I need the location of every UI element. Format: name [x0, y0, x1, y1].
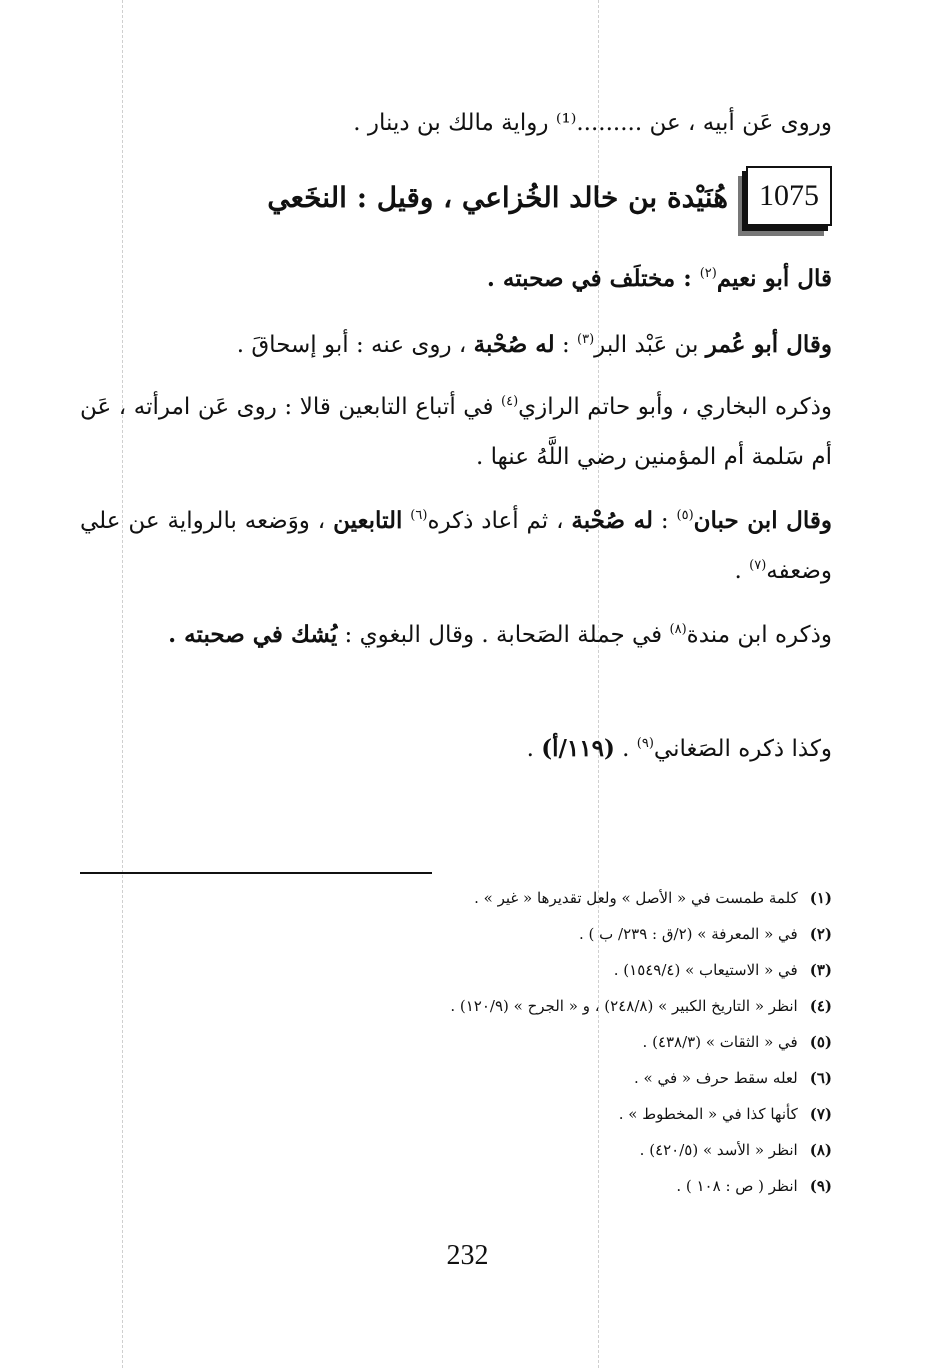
- paragraph-saghani: [80, 724, 832, 774]
- footnote-text: لعله سقط حرف « في » .: [634, 1069, 798, 1087]
- footnote-divider: [80, 872, 432, 874]
- footnote-number: (٨): [809, 1141, 832, 1159]
- footnote-ref: (٢): [699, 266, 717, 281]
- text: .: [526, 736, 542, 762]
- emphasis: له صُحْبة: [571, 507, 653, 534]
- footnote-ref: (٧): [749, 558, 767, 573]
- footnote-text: كأنها كذا في « المخطوط » .: [618, 1105, 798, 1123]
- text: :: [652, 508, 677, 534]
- footnote-ref: (٦): [410, 508, 428, 523]
- footnote-ref: (٥): [676, 508, 694, 523]
- footnote-text: انظر « التاريخ الكبير » (٢٤٨/٨) ، و « الجرح » (١٢٠/٩) .: [450, 997, 798, 1015]
- folio-marker: (١١٩/أ): [541, 735, 615, 762]
- footnote-ref: (٩): [636, 736, 654, 751]
- footnote-text: في « الاستيعاب » (١٥٤٩/٤) .: [613, 961, 798, 979]
- footnote-text: انظر « الأسد » (٤٢٠/٥) .: [639, 1141, 798, 1159]
- text: ، ثم أعاد ذكره: [427, 508, 572, 534]
- emphasis: يُشك في صحبته .: [168, 621, 338, 648]
- footnote-ref: (٤): [501, 394, 519, 409]
- footnote-item: [634, 1066, 832, 1090]
- text: ، روى عنه : أبو إسحاقَ .: [236, 332, 474, 358]
- paragraph-ibn-manda: [80, 610, 832, 660]
- footnote-ref: (٨): [669, 622, 687, 637]
- paragraph-abu-nuaym: [80, 254, 832, 304]
- footnote-number: (٧): [809, 1105, 832, 1123]
- text: في جملة الصَحابة . وقال البغوي :: [337, 622, 670, 648]
- entry-title: هُنَيْدة بن خالد الخُزاعي ، وقيل : النخَعي: [267, 181, 728, 214]
- document-page: [80, 0, 832, 1368]
- footnote-item: [450, 994, 832, 1018]
- text: :: [554, 332, 578, 358]
- text: .: [614, 736, 637, 762]
- text: وكذا ذكره الصَغاني: [653, 736, 832, 762]
- emphasis: له صُحْبة: [473, 331, 555, 358]
- entry-heading: [80, 158, 832, 238]
- text: بن عَبْد البر: [594, 332, 706, 358]
- footnote-item: [643, 1030, 832, 1054]
- footnote-number: (٦): [809, 1069, 832, 1087]
- footnote-item: [619, 1102, 832, 1126]
- page-number: 232: [446, 1240, 489, 1271]
- footnote-item: [579, 922, 832, 946]
- footnote-item: [474, 886, 832, 910]
- footnote-number: (٣): [809, 961, 832, 979]
- text: .: [734, 558, 750, 584]
- footnote-number: (٢): [809, 925, 832, 943]
- footnote-number: (١): [809, 889, 832, 907]
- footnote-item: [614, 958, 832, 982]
- footnote-text: كلمة طمست في « الأصل » ولعل تقديرها « غير » .: [474, 889, 798, 907]
- emphasis: التابعين: [333, 507, 403, 534]
- statement: : مختلَف في صحبته .: [486, 265, 700, 292]
- speaker: وقال ابن حبان: [693, 507, 832, 534]
- footnote-ref: (٣): [577, 332, 595, 347]
- text: ، ووَضعه بالرواية عن علي وضعفه: [80, 508, 832, 584]
- paragraph-ibn-hibban: [80, 496, 832, 596]
- entry-number-badge: 1075: [746, 166, 832, 226]
- paragraph-bukhari: [80, 382, 832, 482]
- footnote-number: (٥): [809, 1033, 832, 1051]
- footnote-number: (٤): [809, 997, 832, 1015]
- text: وذكره البخاري ، وأبو حاتم الرازي: [518, 394, 832, 420]
- text: في أتباع التابعين قالا : روى عَن امرأته ، عَن أم سَلمة أم المؤمنين رضي اللَّهُ عنها .: [80, 394, 832, 470]
- speaker: قال أبو نعيم: [716, 265, 832, 292]
- speaker: وقال أبو عُمر: [705, 331, 832, 358]
- text: وذكره ابن مندة: [686, 622, 832, 648]
- footnote-item: [640, 1138, 832, 1162]
- paragraph-abu-umar: [80, 320, 832, 370]
- footnote-text: في « الثقات » (٤٣٨/٣) .: [642, 1033, 798, 1051]
- footnote-text: انظر ( ص : ١٠٨ ) .: [676, 1177, 798, 1195]
- footnote-number: (٩): [809, 1177, 832, 1195]
- footnote-item: [676, 1174, 832, 1198]
- continuation-line: وروى عَن أبيه ، عن .........⁽¹⁾ رواية مالك بن دينار .: [353, 110, 832, 136]
- footnote-text: في « المعرفة » (٢/ق : ٢٣٩/ ب ) .: [578, 925, 798, 943]
